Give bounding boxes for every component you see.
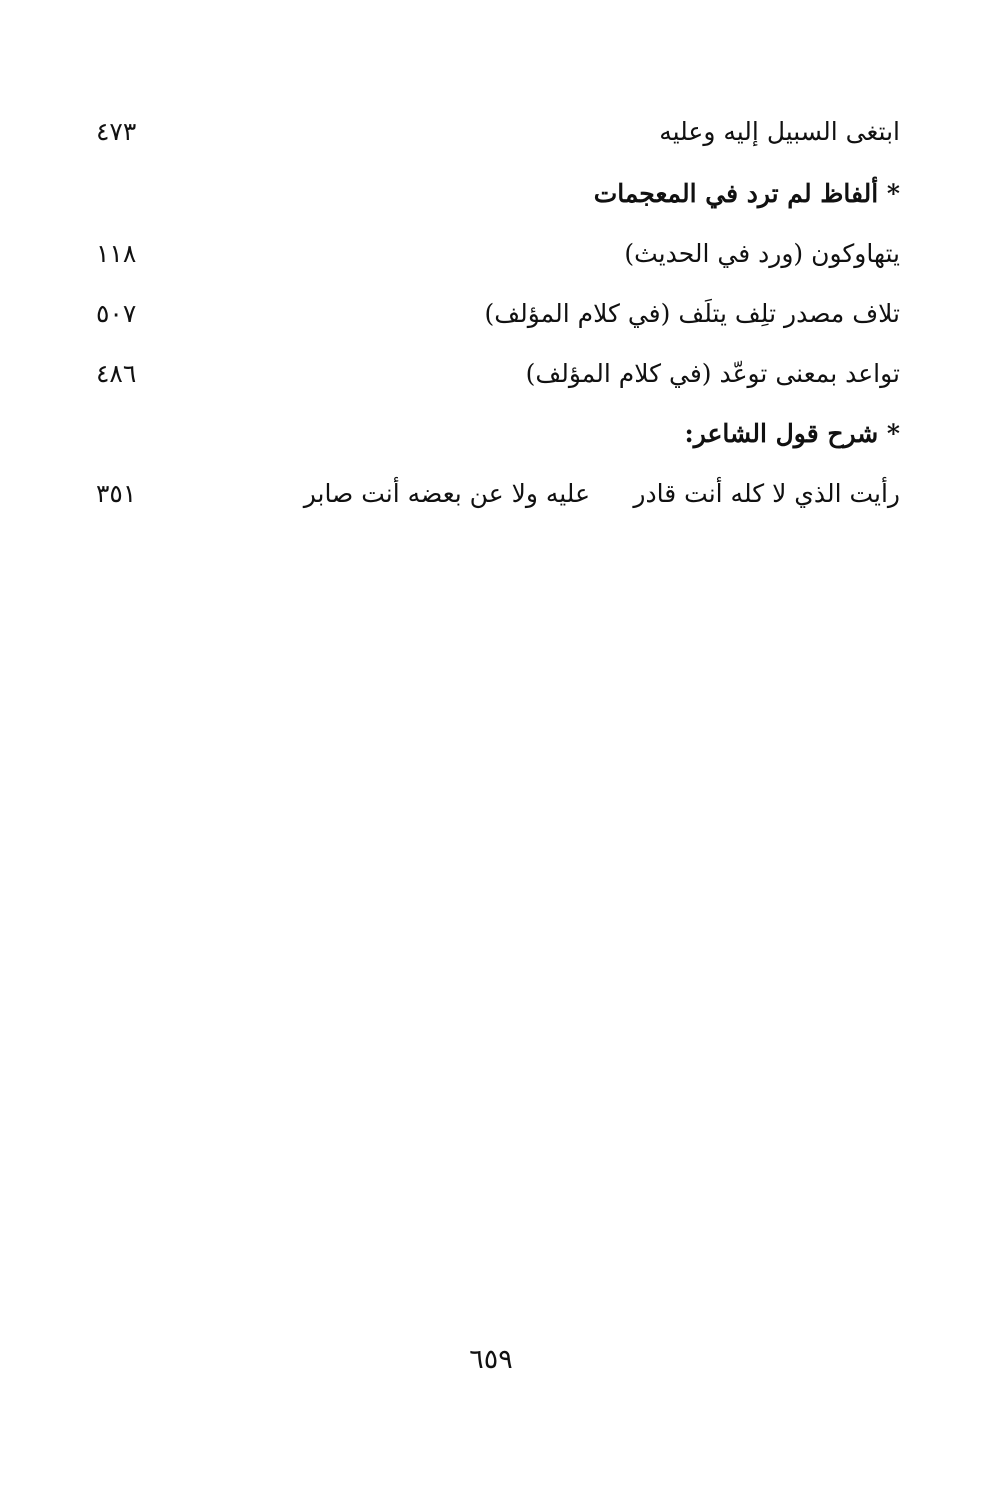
- entry-text: تواعد بمعنى توعّد (في كلام المؤلف): [525, 359, 900, 388]
- entry-page-number: ٥٠٧: [96, 299, 137, 328]
- index-entry-row: [0, 232, 982, 276]
- page-number: ٦٥٩: [469, 1344, 513, 1375]
- index-entry-row: [0, 352, 982, 396]
- section-heading-poet-verse: * شرح قول الشاعر:: [684, 419, 900, 448]
- verse-page-number: ٣٥١: [96, 479, 137, 508]
- entry-page-number: ٤٨٦: [96, 359, 137, 388]
- section-heading-row: [0, 172, 982, 216]
- verse-first-hemistich: رأيت الذي لا كله أنت قادر: [633, 479, 900, 508]
- entry-page-number: ١١٨: [96, 239, 137, 268]
- entry-text: يتهاوكون (ورد في الحديث): [624, 239, 900, 268]
- section-heading-row: [0, 412, 982, 456]
- entry-text: تلاف مصدر تلِف يتلَف (في كلام المؤلف): [484, 299, 900, 328]
- verse-second-hemistich: عليه ولا عن بعضه أنت صابر: [303, 479, 590, 508]
- entry-page-number: ٤٧٣: [96, 117, 137, 146]
- index-entry-row: [0, 110, 982, 154]
- verse-row: [0, 472, 982, 516]
- section-heading-missing-words: * ألفاظ لم ترد في المعجمات: [593, 179, 900, 208]
- entry-text: ابتغى السبيل إليه وعليه: [659, 117, 900, 146]
- index-entry-row: [0, 292, 982, 336]
